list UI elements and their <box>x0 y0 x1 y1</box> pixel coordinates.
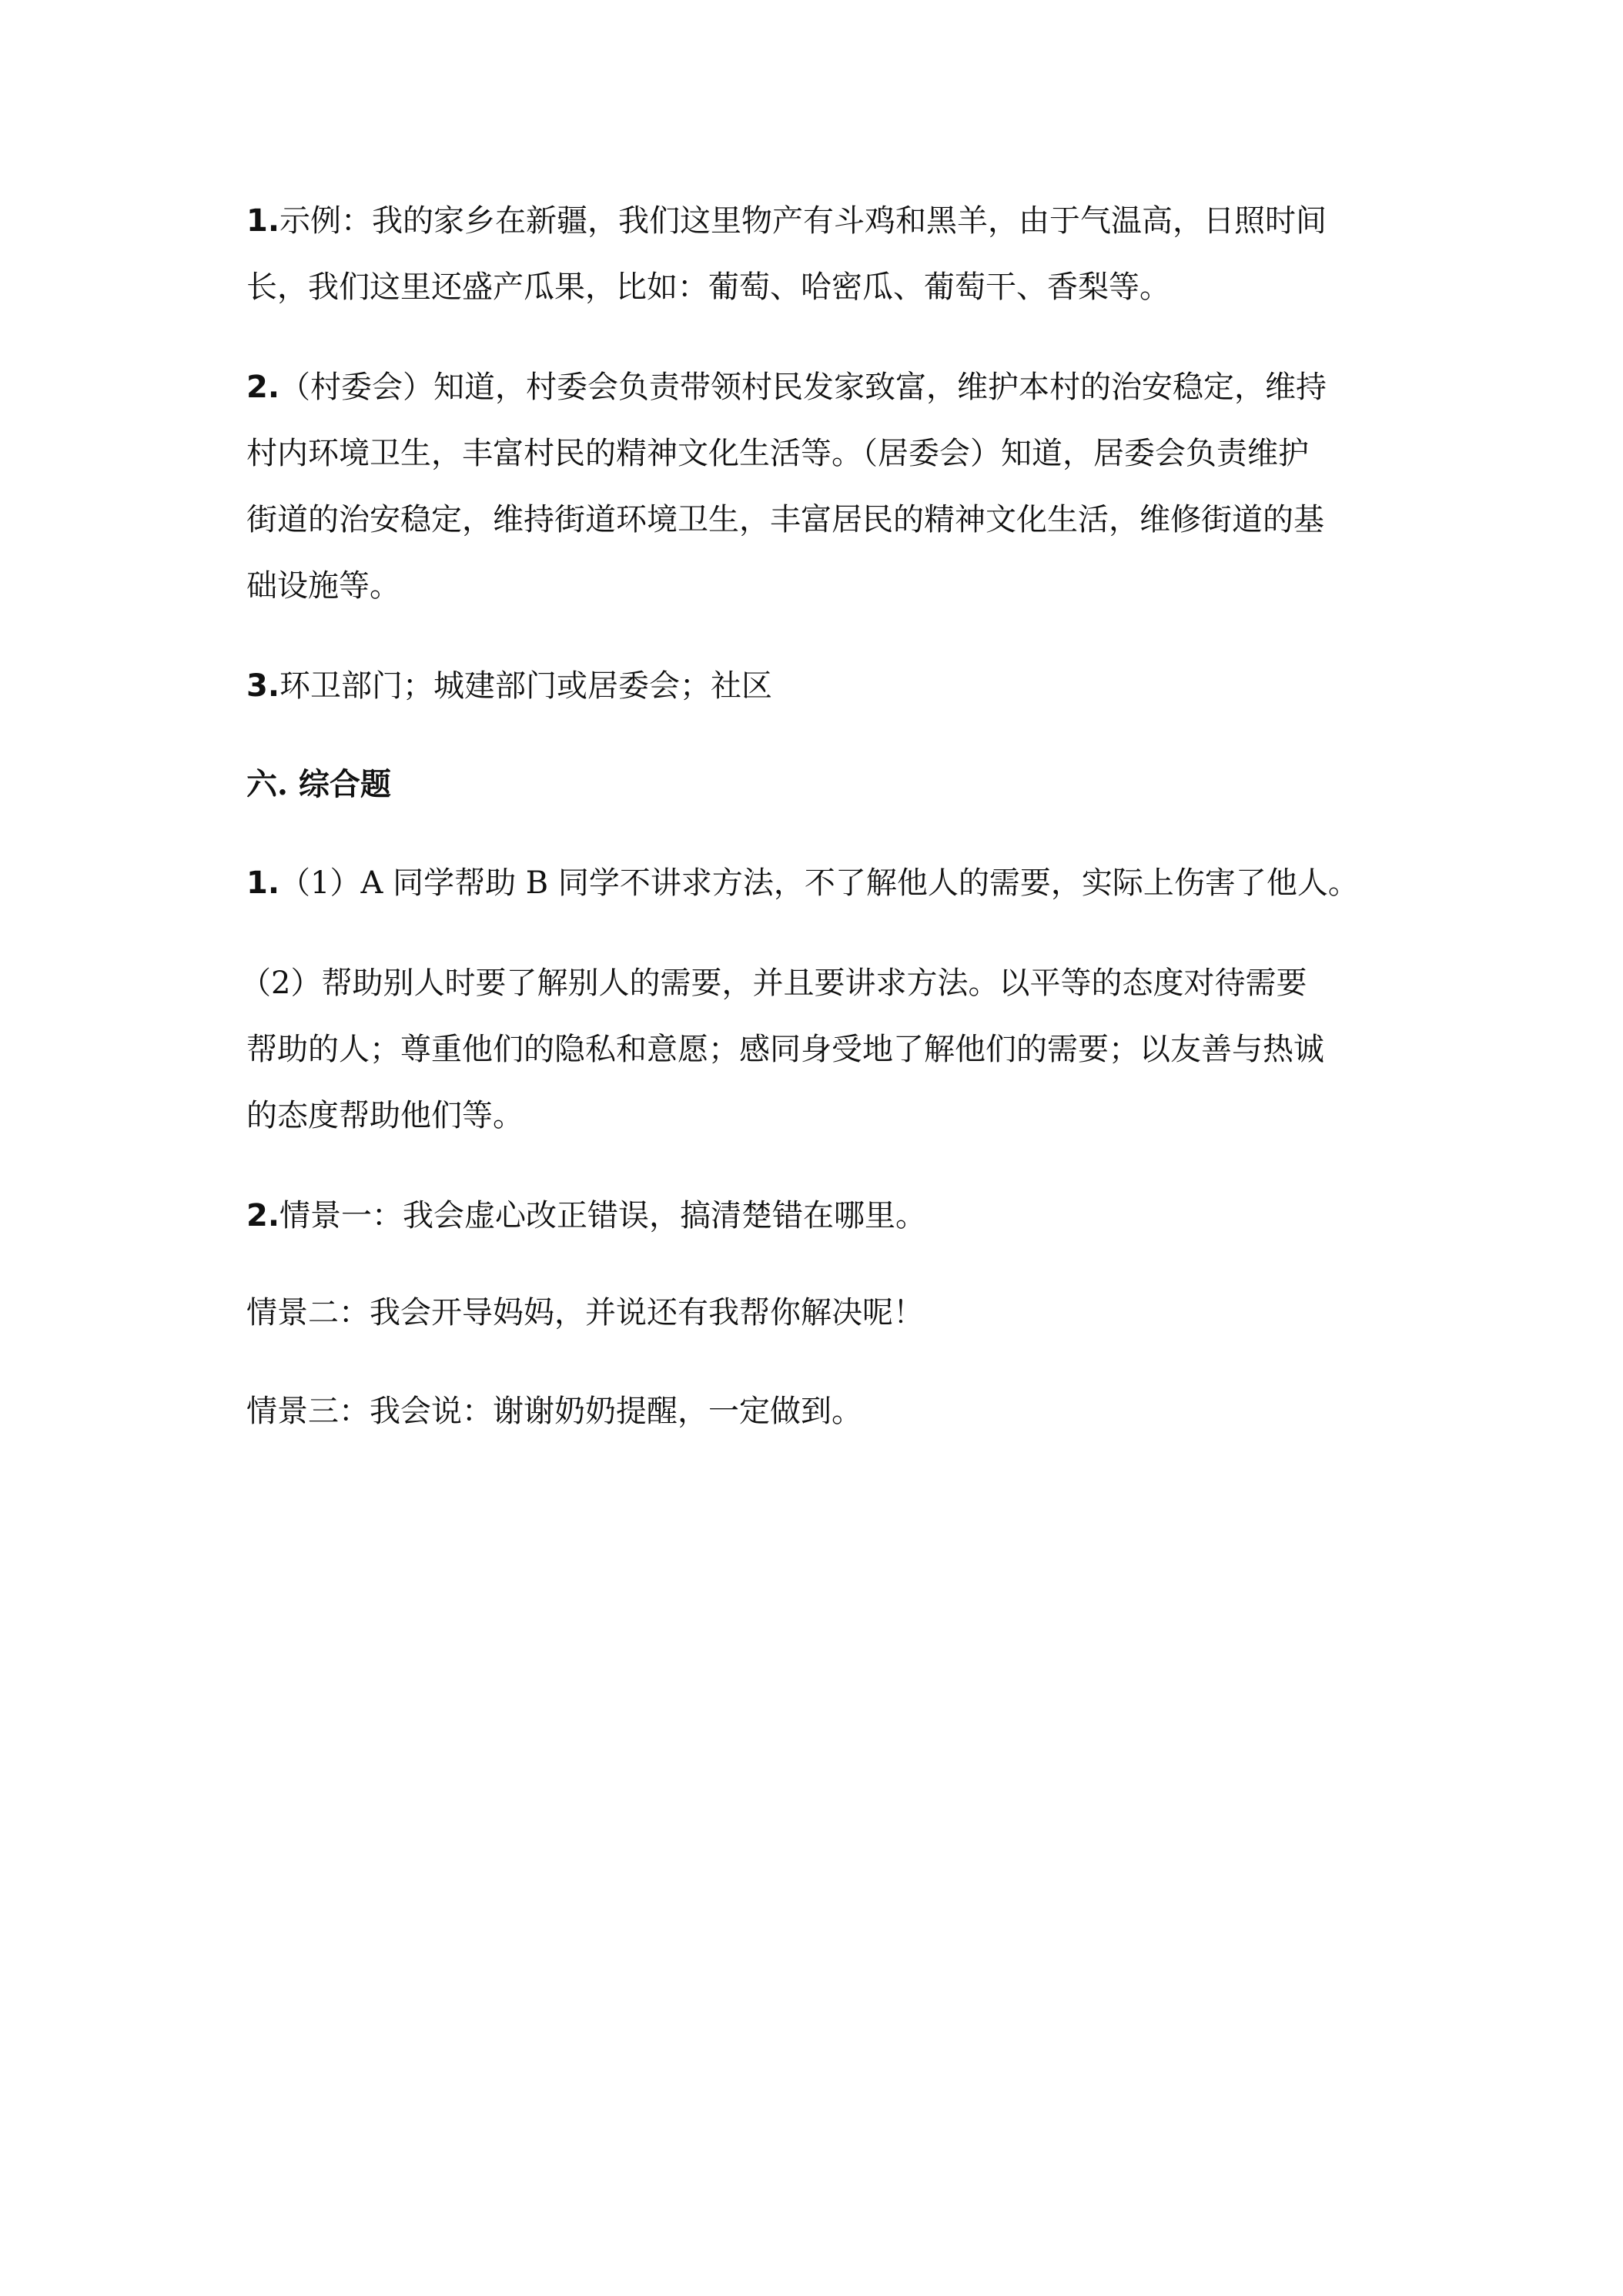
s6-item1-number: 1. <box>246 865 280 901</box>
s5-item1-line2: 长，我们这里还盛产瓜果，比如：葡萄、哈密瓜、葡萄干、香梨等。 <box>246 269 1170 305</box>
s6-item2-scene3: 情景三：我会说：谢谢奶奶提醒，一定做到。 <box>246 1394 862 1429</box>
s6-item2-scene2: 情景二：我会开导妈妈，并说还有我帮你解决呢！ <box>246 1295 924 1330</box>
section6-heading: 六. 综合题 <box>246 766 391 802</box>
s5-item1-text1: 示例：我的家乡在新疆，我们这里物产有斗鸡和黑羊，由于气温高，日照时间 <box>279 203 1327 239</box>
s5-item3-number: 3. <box>246 668 280 704</box>
s5-item2-number: 2. <box>246 370 280 405</box>
s5-item1-number: 1. <box>246 203 280 239</box>
s6-item1-part1 <box>246 847 1378 919</box>
s5-item3-text1: 环卫部门；城建部门或居委会；社区 <box>279 668 773 704</box>
s5-item2-text1: （村委会）知道，村委会负责带领村民发家致富，维护本村的治安稳定，维持 <box>279 370 1327 405</box>
s5-item2-line2: 村内环境卫生，丰富村民的精神文化生活等。（居委会）知道，居委会负责维护 <box>246 436 1309 471</box>
s6-item1-part2-line3: 的态度帮助他们等。 <box>246 1098 524 1133</box>
s5-item2-line4: 础设施等。 <box>246 568 400 604</box>
s5-item2-line3: 街道的治安稳定，维持街道环境卫生，丰富居民的精神文化生活，维修街道的基 <box>246 502 1324 537</box>
s5-item1-line1 <box>246 185 1378 257</box>
s6-item2-scene1-text: 情景一：我会虚心改正错误，搞清楚错在哪里。 <box>279 1198 927 1233</box>
s6-item1-part2-line1: （2）帮助别人时要了解别人的需要，并且要讲求方法。以平等的态度对待需要 <box>240 966 1307 1001</box>
s5-item3-line1 <box>246 650 1378 722</box>
s6-item1-part1-text: （1）A 同学帮助 B 同学不讲求方法，不了解他人的需要，实际上伤害了他人。 <box>279 865 1359 901</box>
s6-item1-part2-line2: 帮助的人；尊重他们的隐私和意愿；感同身受地了解他们的需要；以友善与热诚 <box>246 1032 1324 1067</box>
s6-item2-number: 2. <box>246 1198 280 1233</box>
s6-item2-scene1 <box>246 1180 1378 1252</box>
s5-item2-line1 <box>246 351 1378 423</box>
